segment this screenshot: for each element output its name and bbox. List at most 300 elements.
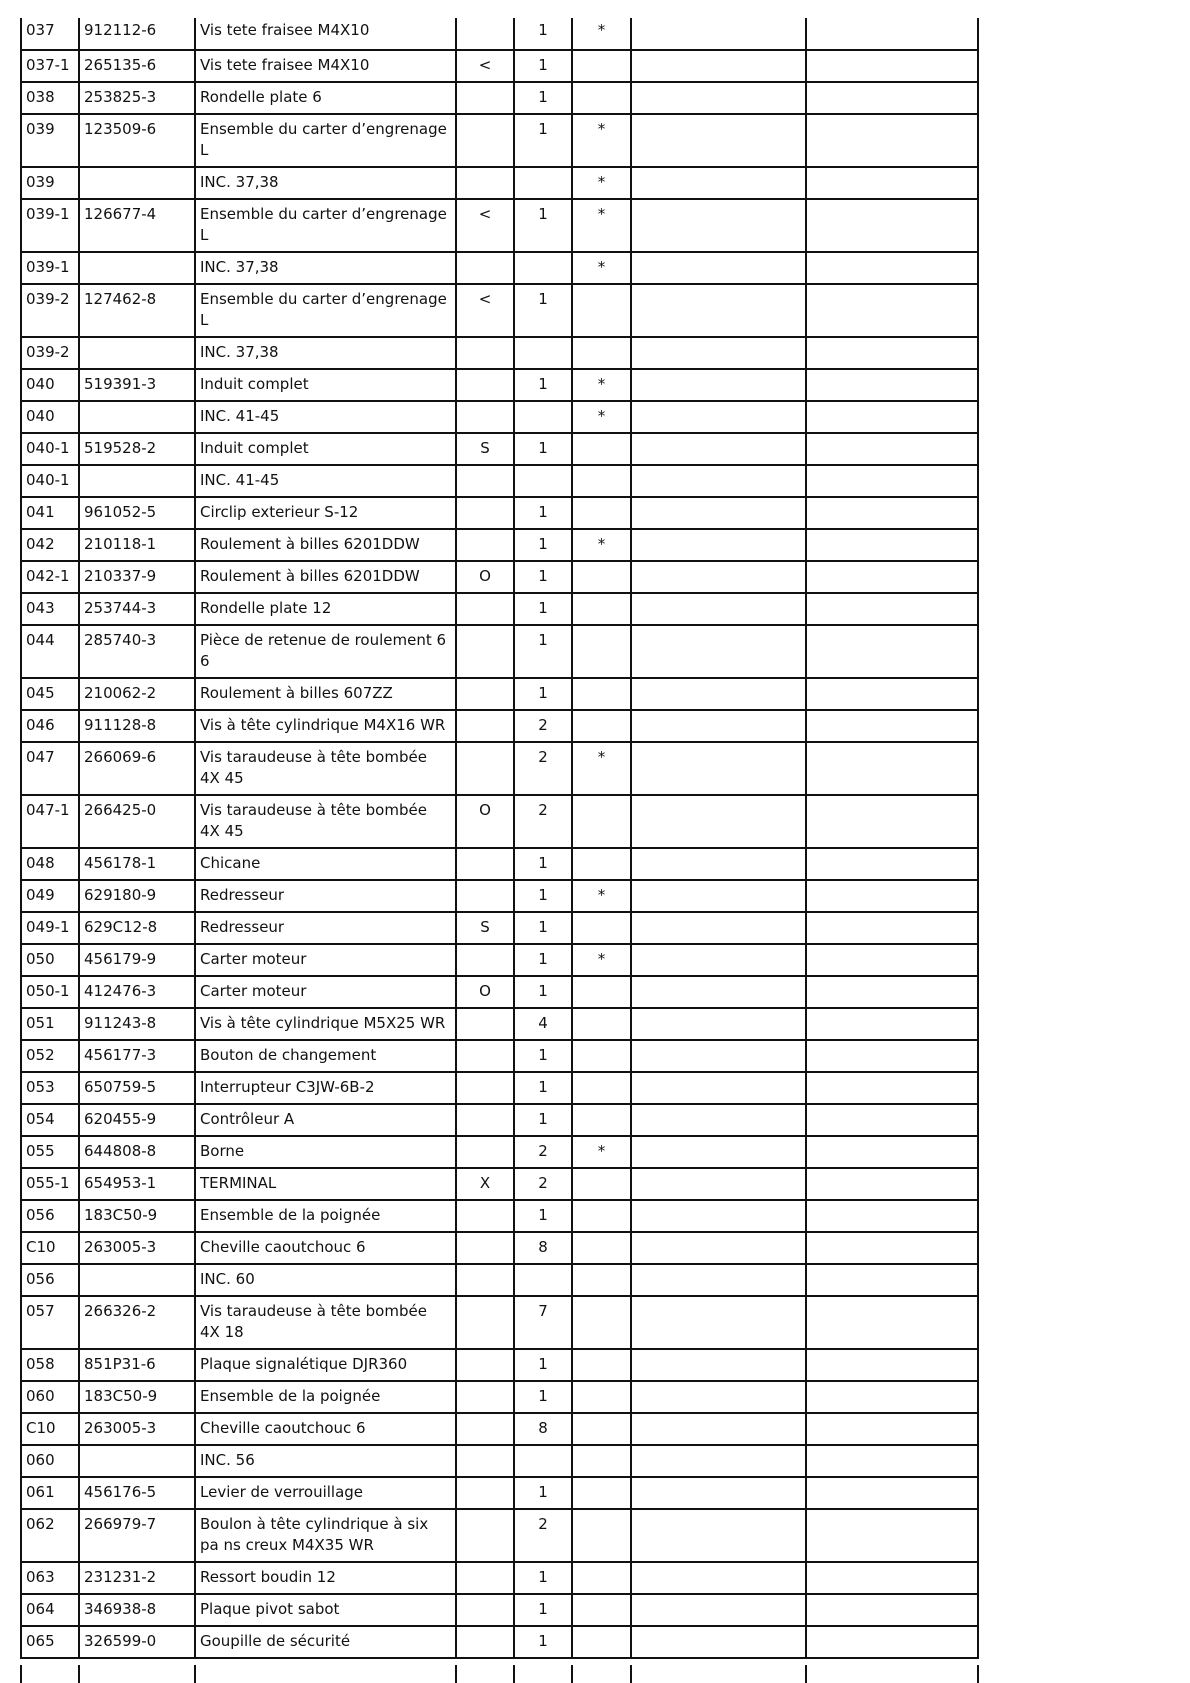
part-description-cell: Vis tete fraisee M4X10	[195, 18, 456, 50]
part-quantity-cell: 1	[514, 433, 572, 465]
blank-cell	[806, 497, 978, 529]
part-note-cell: O	[456, 795, 514, 848]
blank-cell	[631, 1349, 806, 1381]
blank-cell	[806, 465, 978, 497]
part-description-cell: Chicane	[195, 848, 456, 880]
part-note-cell: <	[456, 284, 514, 337]
blank-cell	[806, 167, 978, 199]
part-quantity-cell: 2	[514, 795, 572, 848]
part-mark-cell: *	[572, 199, 631, 252]
part-ref-cell: 049	[21, 880, 79, 912]
part-description-cell: Vis tete fraisee M4X10	[195, 50, 456, 82]
part-mark-cell: *	[572, 529, 631, 561]
part-quantity-cell: 2	[514, 742, 572, 795]
part-quantity-cell: 1	[514, 50, 572, 82]
part-description-cell: Vis taraudeuse à tête bombée 4X 18	[195, 1296, 456, 1349]
part-ref-cell: 054	[21, 1104, 79, 1136]
table-row	[21, 1381, 978, 1413]
table-continuation-line	[455, 1665, 457, 1683]
table-continuation-line	[78, 1665, 80, 1683]
table-row	[21, 795, 978, 848]
table-row	[21, 880, 978, 912]
blank-cell	[631, 1200, 806, 1232]
part-mark-cell	[572, 1594, 631, 1626]
part-note-cell: <	[456, 50, 514, 82]
part-number-cell: 231231-2	[79, 1562, 195, 1594]
part-mark-cell: *	[572, 742, 631, 795]
part-description-cell: Redresseur	[195, 912, 456, 944]
blank-cell	[806, 1264, 978, 1296]
part-note-cell	[456, 1296, 514, 1349]
part-ref-cell: 049-1	[21, 912, 79, 944]
table-continuation-line	[977, 1665, 979, 1683]
part-mark-cell: *	[572, 401, 631, 433]
blank-cell	[631, 1296, 806, 1349]
part-quantity-cell: 1	[514, 199, 572, 252]
part-number-cell: 412476-3	[79, 976, 195, 1008]
part-quantity-cell: 1	[514, 1594, 572, 1626]
part-quantity-cell: 2	[514, 1136, 572, 1168]
part-ref-cell: 062	[21, 1509, 79, 1562]
table-continuation-line	[20, 1665, 22, 1683]
blank-cell	[806, 199, 978, 252]
part-ref-cell: 040-1	[21, 433, 79, 465]
part-description-cell: Ensemble du carter d’engrenage L	[195, 199, 456, 252]
part-note-cell	[456, 252, 514, 284]
part-mark-cell	[572, 625, 631, 678]
part-number-cell	[79, 1445, 195, 1477]
part-quantity-cell: 1	[514, 82, 572, 114]
part-ref-cell: 048	[21, 848, 79, 880]
part-note-cell	[456, 18, 514, 50]
blank-cell	[806, 1445, 978, 1477]
table-row	[21, 167, 978, 199]
blank-cell	[806, 1626, 978, 1658]
part-quantity-cell: 1	[514, 912, 572, 944]
part-number-cell: 456179-9	[79, 944, 195, 976]
blank-cell	[631, 880, 806, 912]
table-row	[21, 1136, 978, 1168]
table-continuation-line	[513, 1665, 515, 1683]
part-mark-cell	[572, 1381, 631, 1413]
blank-cell	[631, 50, 806, 82]
part-number-cell: 654953-1	[79, 1168, 195, 1200]
part-description-cell: Plaque pivot sabot	[195, 1594, 456, 1626]
part-description-cell: Redresseur	[195, 880, 456, 912]
part-note-cell: O	[456, 976, 514, 1008]
part-note-cell	[456, 1072, 514, 1104]
part-quantity-cell: 2	[514, 710, 572, 742]
part-description-cell: Rondelle plate 12	[195, 593, 456, 625]
blank-cell	[806, 848, 978, 880]
part-ref-cell: 065	[21, 1626, 79, 1658]
blank-cell	[631, 1626, 806, 1658]
part-ref-cell: 055-1	[21, 1168, 79, 1200]
part-number-cell: 961052-5	[79, 497, 195, 529]
part-description-cell: Roulement à billes 6201DDW	[195, 561, 456, 593]
table-row	[21, 465, 978, 497]
table-row	[21, 625, 978, 678]
part-number-cell: 253744-3	[79, 593, 195, 625]
part-quantity-cell: 1	[514, 497, 572, 529]
part-ref-cell: 058	[21, 1349, 79, 1381]
blank-cell	[631, 284, 806, 337]
part-quantity-cell: 1	[514, 1562, 572, 1594]
parts-table	[20, 18, 979, 1659]
table-continuation-line	[194, 1665, 196, 1683]
part-quantity-cell: 1	[514, 976, 572, 1008]
part-ref-cell: 038	[21, 82, 79, 114]
part-description-cell: Plaque signalétique DJR360	[195, 1349, 456, 1381]
blank-cell	[806, 114, 978, 167]
table-row	[21, 1349, 978, 1381]
part-note-cell	[456, 337, 514, 369]
part-note-cell	[456, 742, 514, 795]
part-ref-cell: 045	[21, 678, 79, 710]
part-mark-cell	[572, 1104, 631, 1136]
blank-cell	[806, 401, 978, 433]
blank-cell	[806, 1104, 978, 1136]
table-row	[21, 82, 978, 114]
part-number-cell: 851P31-6	[79, 1349, 195, 1381]
part-ref-cell: 060	[21, 1381, 79, 1413]
table-row	[21, 1296, 978, 1349]
blank-cell	[631, 1509, 806, 1562]
part-note-cell: O	[456, 561, 514, 593]
table-row	[21, 1413, 978, 1445]
part-ref-cell: C10	[21, 1232, 79, 1264]
part-quantity-cell: 8	[514, 1413, 572, 1445]
part-mark-cell	[572, 976, 631, 1008]
blank-cell	[631, 710, 806, 742]
part-ref-cell: 061	[21, 1477, 79, 1509]
blank-cell	[631, 529, 806, 561]
part-note-cell	[456, 678, 514, 710]
part-description-cell: INC. 56	[195, 1445, 456, 1477]
part-mark-cell	[572, 678, 631, 710]
part-quantity-cell: 1	[514, 678, 572, 710]
part-note-cell	[456, 710, 514, 742]
part-note-cell	[456, 167, 514, 199]
table-row	[21, 50, 978, 82]
part-description-cell: Cheville caoutchouc 6	[195, 1232, 456, 1264]
table-row	[21, 401, 978, 433]
table-row	[21, 1509, 978, 1562]
part-description-cell: Induit complet	[195, 369, 456, 401]
part-ref-cell: 044	[21, 625, 79, 678]
table-row	[21, 1445, 978, 1477]
blank-cell	[631, 1136, 806, 1168]
part-number-cell: 253825-3	[79, 82, 195, 114]
part-description-cell: Cheville caoutchouc 6	[195, 1413, 456, 1445]
part-mark-cell	[572, 1349, 631, 1381]
table-row	[21, 848, 978, 880]
table-row	[21, 561, 978, 593]
part-description-cell: Ensemble du carter d’engrenage L	[195, 114, 456, 167]
part-mark-cell: *	[572, 944, 631, 976]
blank-cell	[806, 1232, 978, 1264]
blank-cell	[806, 433, 978, 465]
part-ref-cell: 039	[21, 167, 79, 199]
part-description-cell: Ressort boudin 12	[195, 1562, 456, 1594]
part-number-cell: 183C50-9	[79, 1200, 195, 1232]
blank-cell	[806, 1136, 978, 1168]
part-description-cell: Roulement à billes 607ZZ	[195, 678, 456, 710]
part-description-cell: Interrupteur C3JW-6B-2	[195, 1072, 456, 1104]
part-number-cell: 911243-8	[79, 1008, 195, 1040]
part-number-cell: 629C12-8	[79, 912, 195, 944]
part-ref-cell: 055	[21, 1136, 79, 1168]
blank-cell	[806, 1594, 978, 1626]
part-quantity-cell: 2	[514, 1168, 572, 1200]
part-note-cell	[456, 497, 514, 529]
part-mark-cell	[572, 433, 631, 465]
part-number-cell: 650759-5	[79, 1072, 195, 1104]
blank-cell	[631, 625, 806, 678]
part-note-cell	[456, 944, 514, 976]
part-description-cell: Ensemble du carter d’engrenage L	[195, 284, 456, 337]
blank-cell	[806, 82, 978, 114]
part-mark-cell	[572, 710, 631, 742]
part-quantity-cell: 1	[514, 1477, 572, 1509]
part-note-cell	[456, 1445, 514, 1477]
part-description-cell: Ensemble de la poignée	[195, 1381, 456, 1413]
blank-cell	[806, 742, 978, 795]
table-row	[21, 710, 978, 742]
part-number-cell: 263005-3	[79, 1413, 195, 1445]
blank-cell	[806, 1349, 978, 1381]
part-quantity-cell: 1	[514, 18, 572, 50]
part-quantity-cell: 7	[514, 1296, 572, 1349]
table-row	[21, 284, 978, 337]
part-description-cell: Goupille de sécurité	[195, 1626, 456, 1658]
blank-cell	[631, 497, 806, 529]
part-note-cell	[456, 880, 514, 912]
part-mark-cell: *	[572, 114, 631, 167]
part-ref-cell: 046	[21, 710, 79, 742]
part-quantity-cell	[514, 1264, 572, 1296]
part-number-cell: 620455-9	[79, 1104, 195, 1136]
part-quantity-cell: 1	[514, 625, 572, 678]
blank-cell	[806, 625, 978, 678]
part-description-cell: Boulon à tête cylindrique à six pa ns creux M4X35 WR	[195, 1509, 456, 1562]
table-row	[21, 1104, 978, 1136]
blank-cell	[631, 1264, 806, 1296]
part-number-cell: 644808-8	[79, 1136, 195, 1168]
blank-cell	[631, 337, 806, 369]
part-number-cell: 629180-9	[79, 880, 195, 912]
part-mark-cell	[572, 561, 631, 593]
blank-cell	[806, 561, 978, 593]
part-note-cell	[456, 529, 514, 561]
part-description-cell: INC. 37,38	[195, 252, 456, 284]
part-description-cell: TERMINAL	[195, 1168, 456, 1200]
part-number-cell: 210337-9	[79, 561, 195, 593]
part-description-cell: Induit complet	[195, 433, 456, 465]
part-mark-cell	[572, 1477, 631, 1509]
table-row	[21, 1594, 978, 1626]
part-mark-cell	[572, 848, 631, 880]
part-description-cell: Ensemble de la poignée	[195, 1200, 456, 1232]
part-mark-cell	[572, 1509, 631, 1562]
table-row	[21, 1626, 978, 1658]
part-mark-cell: *	[572, 880, 631, 912]
blank-cell	[631, 18, 806, 50]
part-ref-cell: 037-1	[21, 50, 79, 82]
part-mark-cell	[572, 912, 631, 944]
part-note-cell	[456, 1381, 514, 1413]
blank-cell	[631, 401, 806, 433]
part-description-cell: Bouton de changement	[195, 1040, 456, 1072]
blank-cell	[631, 167, 806, 199]
part-ref-cell: 040	[21, 401, 79, 433]
table-row	[21, 369, 978, 401]
blank-cell	[806, 1200, 978, 1232]
part-note-cell	[456, 1232, 514, 1264]
blank-cell	[631, 1168, 806, 1200]
part-note-cell	[456, 1626, 514, 1658]
part-description-cell: Roulement à billes 6201DDW	[195, 529, 456, 561]
blank-cell	[631, 912, 806, 944]
blank-cell	[806, 1381, 978, 1413]
part-note-cell: X	[456, 1168, 514, 1200]
part-quantity-cell: 1	[514, 1072, 572, 1104]
part-number-cell	[79, 1264, 195, 1296]
part-description-cell: Rondelle plate 6	[195, 82, 456, 114]
blank-cell	[631, 1008, 806, 1040]
part-description-cell: Contrôleur A	[195, 1104, 456, 1136]
part-note-cell	[456, 593, 514, 625]
part-mark-cell	[572, 1296, 631, 1349]
blank-cell	[631, 199, 806, 252]
blank-cell	[631, 1381, 806, 1413]
table-row	[21, 944, 978, 976]
blank-cell	[631, 976, 806, 1008]
blank-cell	[806, 1562, 978, 1594]
blank-cell	[806, 529, 978, 561]
part-number-cell: 266979-7	[79, 1509, 195, 1562]
part-mark-cell	[572, 795, 631, 848]
part-number-cell: 519528-2	[79, 433, 195, 465]
table-row	[21, 1232, 978, 1264]
part-quantity-cell: 1	[514, 529, 572, 561]
part-mark-cell: *	[572, 1136, 631, 1168]
part-quantity-cell: 1	[514, 284, 572, 337]
part-quantity-cell: 8	[514, 1232, 572, 1264]
blank-cell	[631, 1072, 806, 1104]
part-number-cell	[79, 337, 195, 369]
part-quantity-cell: 1	[514, 1349, 572, 1381]
part-number-cell: 266069-6	[79, 742, 195, 795]
part-description-cell: INC. 60	[195, 1264, 456, 1296]
part-quantity-cell: 1	[514, 114, 572, 167]
blank-cell	[631, 944, 806, 976]
part-mark-cell	[572, 1264, 631, 1296]
part-description-cell: INC. 37,38	[195, 167, 456, 199]
blank-cell	[806, 1413, 978, 1445]
part-mark-cell	[572, 1232, 631, 1264]
blank-cell	[806, 252, 978, 284]
part-number-cell: 123509-6	[79, 114, 195, 167]
part-ref-cell: 037	[21, 18, 79, 50]
table-row	[21, 18, 978, 50]
table-row	[21, 678, 978, 710]
part-ref-cell: 057	[21, 1296, 79, 1349]
part-quantity-cell: 1	[514, 848, 572, 880]
part-quantity-cell	[514, 465, 572, 497]
blank-cell	[806, 1477, 978, 1509]
part-note-cell	[456, 1200, 514, 1232]
part-quantity-cell	[514, 1445, 572, 1477]
part-number-cell: 210062-2	[79, 678, 195, 710]
part-quantity-cell: 1	[514, 1104, 572, 1136]
part-ref-cell: 053	[21, 1072, 79, 1104]
part-mark-cell	[572, 1562, 631, 1594]
part-description-cell: INC. 41-45	[195, 401, 456, 433]
blank-cell	[806, 976, 978, 1008]
part-ref-cell: 052	[21, 1040, 79, 1072]
blank-cell	[806, 337, 978, 369]
part-ref-cell: 043	[21, 593, 79, 625]
blank-cell	[806, 944, 978, 976]
blank-cell	[631, 1594, 806, 1626]
table-row	[21, 912, 978, 944]
part-note-cell	[456, 1413, 514, 1445]
part-number-cell	[79, 167, 195, 199]
part-ref-cell: 039-2	[21, 284, 79, 337]
table-row	[21, 742, 978, 795]
part-number-cell: 127462-8	[79, 284, 195, 337]
table-row	[21, 976, 978, 1008]
part-number-cell: 183C50-9	[79, 1381, 195, 1413]
part-note-cell	[456, 1040, 514, 1072]
blank-cell	[631, 795, 806, 848]
blank-cell	[806, 284, 978, 337]
part-ref-cell: 042-1	[21, 561, 79, 593]
part-note-cell	[456, 401, 514, 433]
part-mark-cell	[572, 1200, 631, 1232]
part-note-cell	[456, 1477, 514, 1509]
part-mark-cell: *	[572, 252, 631, 284]
table-row	[21, 252, 978, 284]
blank-cell	[631, 1232, 806, 1264]
part-quantity-cell	[514, 167, 572, 199]
part-note-cell	[456, 1594, 514, 1626]
table-row	[21, 1168, 978, 1200]
part-number-cell: 263005-3	[79, 1232, 195, 1264]
part-number-cell: 519391-3	[79, 369, 195, 401]
part-note-cell	[456, 82, 514, 114]
blank-cell	[631, 82, 806, 114]
part-description-cell: Carter moteur	[195, 976, 456, 1008]
parts-table-body	[21, 18, 978, 1658]
part-note-cell	[456, 465, 514, 497]
blank-cell	[806, 1168, 978, 1200]
blank-cell	[631, 465, 806, 497]
table-row	[21, 1264, 978, 1296]
table-row	[21, 497, 978, 529]
part-ref-cell: 039-1	[21, 199, 79, 252]
part-ref-cell: 063	[21, 1562, 79, 1594]
part-ref-cell: 039-2	[21, 337, 79, 369]
part-quantity-cell: 1	[514, 561, 572, 593]
blank-cell	[631, 678, 806, 710]
part-ref-cell: 051	[21, 1008, 79, 1040]
table-row	[21, 1200, 978, 1232]
table-continuation-line	[805, 1665, 807, 1683]
part-number-cell: 346938-8	[79, 1594, 195, 1626]
part-ref-cell: 039	[21, 114, 79, 167]
